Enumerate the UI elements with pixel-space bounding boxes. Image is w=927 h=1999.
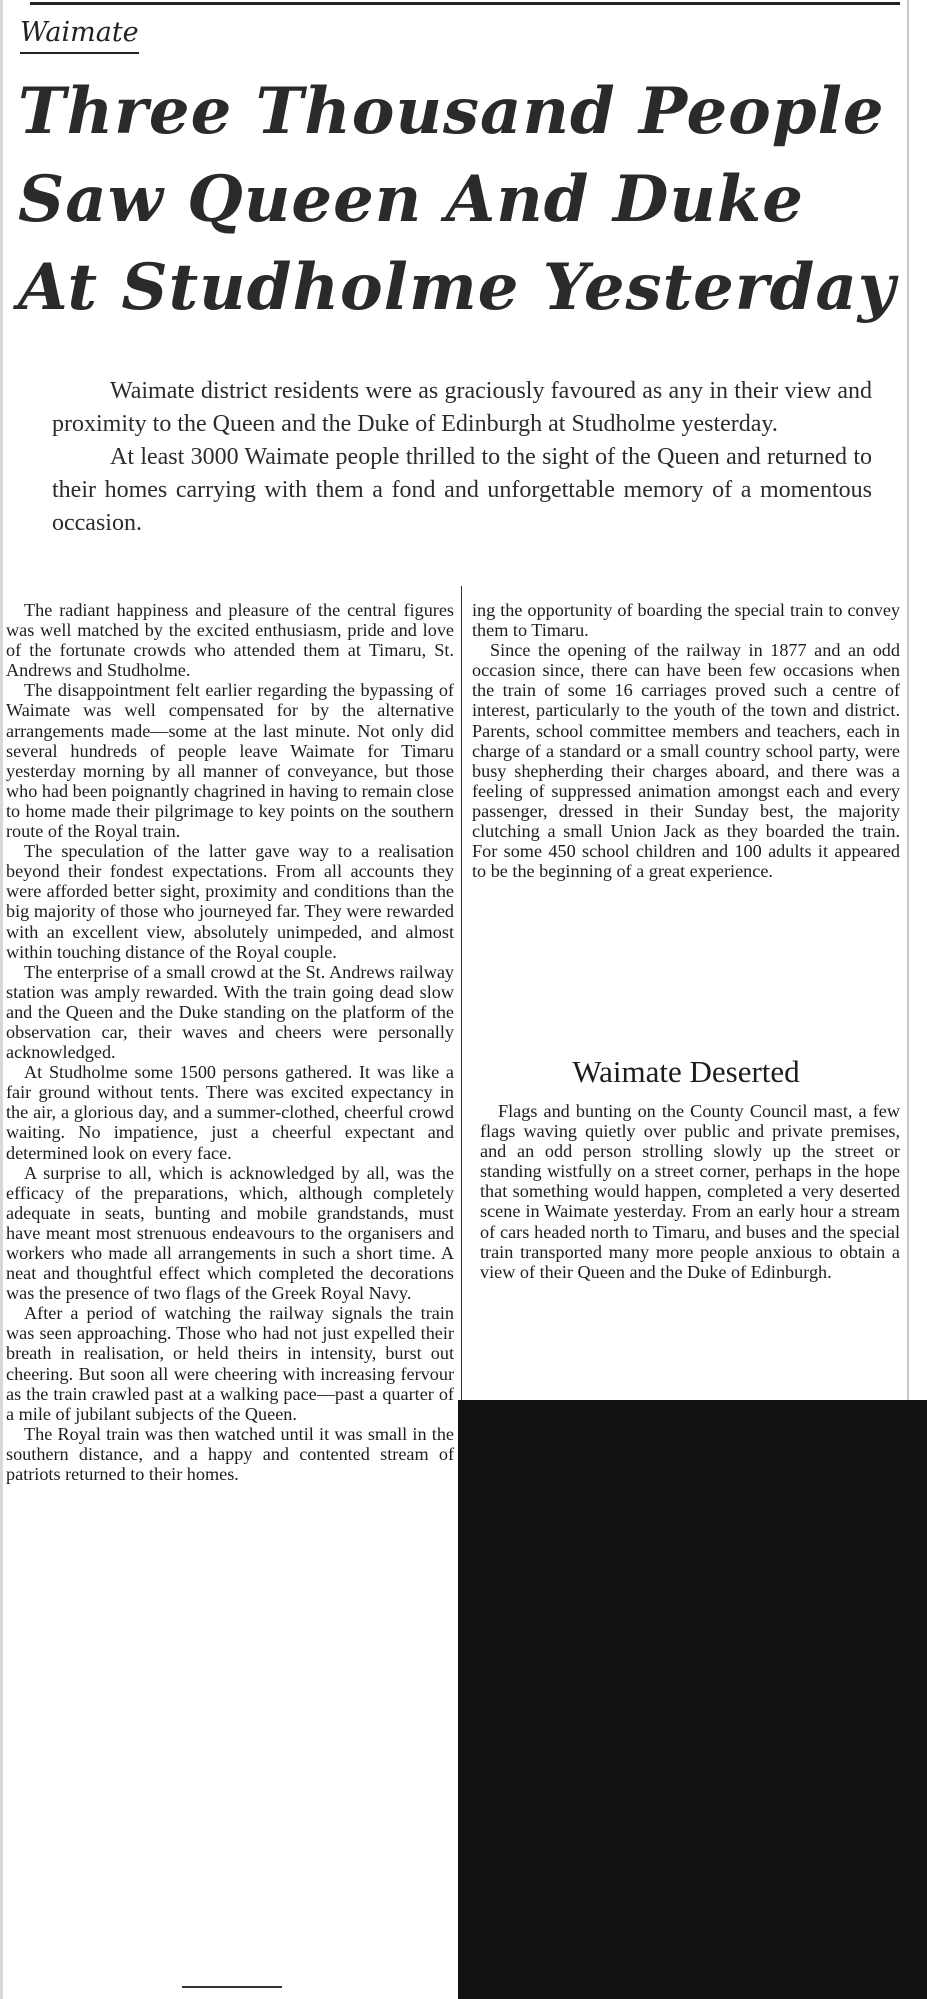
headline-line-1: Three Thousand People <box>18 74 885 149</box>
intro <box>52 375 872 540</box>
paragraph: ing the opportunity of boarding the special train to convey them to Timaru. <box>472 600 900 641</box>
scan-dark-area <box>458 1400 927 1999</box>
left-column <box>6 600 454 1484</box>
right-column-continued <box>480 1101 900 1282</box>
paragraph: The radiant happiness and pleasure of the central figures was well matched by the excited enthusiasm, pride and love of the fortunate crowds who attended them at Timaru, St. Andrews and Studholme. <box>6 600 454 681</box>
page-edge <box>0 0 3 1999</box>
intro-paragraph: Waimate district residents were as graciously favoured as any in their view and proximity to the Queen and the Duke of Edinburgh at Studholme yesterday. <box>52 378 872 437</box>
end-rule <box>182 1986 282 1988</box>
page-edge-right <box>907 0 909 1400</box>
paragraph: The disappointment felt earlier regarding the bypassing of Waimate was well compensated for by the alternative arrangements made—some at the last minute. Not only did several hundreds of people leave Waimate for Timaru yesterday morning by all manner of conveyance, but those who had been poignantly chagrined in having to remain close to home made their pilgrimage to key points on the southern route of the Royal train. <box>6 680 454 842</box>
paragraph: After a period of watching the railway signals the train was seen approaching. Those who had not just expelled their breath in realisation, or held theirs in intensity, burst out cheering. But soon all were cheering with increasing fervour as the train crawled past at a walking pace—past a quarter of a mile of jubilant subjects of the Queen. <box>6 1303 454 1424</box>
section-label: Waimate <box>20 16 139 54</box>
top-rule <box>30 2 900 5</box>
intro-paragraph: At least 3000 Waimate people thrilled to the sight of the Queen and returned to their homes carrying with them a fond and unforgettable memory of a momentous occasion. <box>52 444 872 536</box>
paragraph: At Studholme some 1500 persons gathered. It was like a fair ground without tents. There was excited expectancy in the air, a glorious day, and a summer-clothed, cheerful crowd waiting. No impatience, just a cheerful expectant and determined look on every face. <box>6 1062 454 1163</box>
paragraph: The enterprise of a small crowd at the St. Andrews railway station was amply rewarded. With the train going dead slow and the Queen and the Duke standing on the platform of the observation car, their waves and cheers were personally acknowledged. <box>6 961 454 1063</box>
subhead: Waimate Deserted <box>572 1054 800 1089</box>
paragraph: The speculation of the latter gave way to a realisation beyond their fondest expectations. From all accounts they were afforded better sight, proximity and conditions than the big majority of those who journeyed far. They were rewarded with an excellent view, absolutely unimpeded, and almost within touching distance of the Royal couple. <box>6 841 454 962</box>
headline-line-3: At Studholme Yesterday <box>18 250 896 325</box>
headline-line-2: Saw Queen And Duke <box>18 162 804 237</box>
paragraph: A surprise to all, which is acknowledged by all, was the efficacy of the preparations, which, although completely adequate in seats, bunting and mobile grandstands, must have meant most strenuous endeavours to the organisers and workers who made all arrangements in such a short time. A neat and thoughtful effect which completed the decorations was the presence of two flags of the Greek Royal Navy. <box>6 1162 454 1304</box>
paragraph: Flags and bunting on the County Council mast, a few flags waving quietly over public and private premises, and an odd person strolling slowly up the street or standing wistfully on a street corner, perhaps in the hope that something would happen, completed a very deserted scene in Waimate yesterday. From an early hour a stream of cars headed north to Timaru, and buses and the special train transported many more people anxious to obtain a view of their Queen and the Duke of Edinburgh. <box>480 1101 900 1282</box>
paragraph: Since the opening of the railway in 1877 and an odd occasion since, there can have been few occasions when the train of some 16 carriages proved such a centre of interest, particularly to the youth of the town and district. Parents, school committee members and teachers, each in charge of a standard or a small country school party, were busy shepherding their charges aboard, and there was a feeling of suppressed animation amongst each and every passenger, dressed in their Sunday best, the majority clutching a small Union Jack as they boarded the train. For some 450 school children and 100 adults it appeared to be the beginning of a great experience. <box>472 640 900 882</box>
headline <box>18 68 898 332</box>
right-column <box>472 600 900 881</box>
paragraph: The Royal train was then watched until it was small in the southern distance, and a happy and contented stream of patriots returned to their homes. <box>6 1423 454 1485</box>
